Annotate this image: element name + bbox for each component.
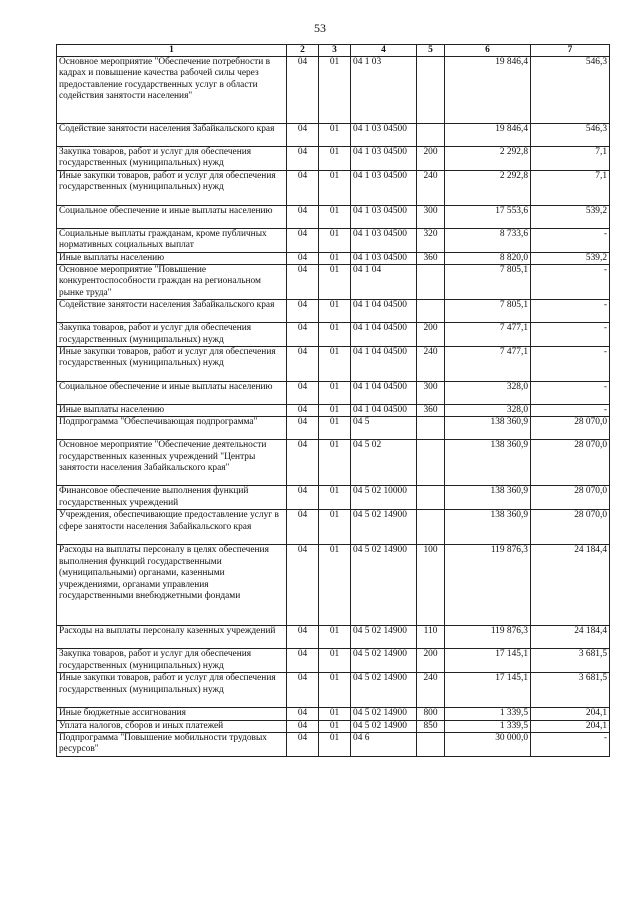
row-amount-executed: 24 184,4 [531,545,610,626]
row-section: 04 [287,57,319,124]
row-target-code: 04 1 03 04500 [351,124,417,147]
row-amount-executed: 204,1 [531,708,610,720]
row-expense-type [417,57,445,124]
row-section: 04 [287,732,319,756]
column-header: 3 [319,45,351,57]
row-target-code: 04 1 04 [351,265,417,300]
row-expense-type [417,124,445,147]
row-amount-executed: - [531,265,610,300]
row-amount-total: 17 145,1 [445,649,531,673]
row-amount-executed: 24 184,4 [531,626,610,649]
row-expense-type: 850 [417,720,445,732]
row-amount-total: 19 846,4 [445,124,531,147]
table-row [57,510,610,545]
row-name: Подпрограмма "Обеспечивающая подпрограмма" [57,417,287,440]
row-subsection: 01 [319,124,351,147]
row-amount-executed: - [531,323,610,347]
row-name: Иные выплаты населению [57,252,287,264]
row-expense-type: 110 [417,626,445,649]
row-target-code: 04 5 02 14900 [351,626,417,649]
row-amount-total: 7 477,1 [445,347,531,382]
row-expense-type: 200 [417,649,445,673]
row-subsection: 01 [319,440,351,486]
row-target-code: 04 5 02 14900 [351,545,417,626]
row-amount-executed: - [531,732,610,756]
row-section: 04 [287,626,319,649]
row-section: 04 [287,417,319,440]
row-target-code: 04 5 02 14900 [351,649,417,673]
row-name: Содействие занятости населения Забайкальского края [57,300,287,323]
column-header: 4 [351,45,417,57]
row-target-code: 04 1 04 04500 [351,405,417,417]
row-expense-type: 240 [417,170,445,205]
row-section: 04 [287,545,319,626]
row-amount-total: 138 360,9 [445,440,531,486]
row-name: Иные бюджетные ассигнования [57,708,287,720]
table-row [57,124,610,147]
row-name: Учреждения, обеспечивающие предоставление услуг в сфере занятости населения Забайкальского края [57,510,287,545]
table-header-row [57,45,610,57]
row-subsection: 01 [319,708,351,720]
table-row [57,417,610,440]
row-amount-total: 1 339,5 [445,708,531,720]
row-section: 04 [287,300,319,323]
row-target-code: 04 1 03 04500 [351,252,417,264]
row-expense-type [417,486,445,510]
row-section: 04 [287,440,319,486]
table-row [57,265,610,300]
row-subsection: 01 [319,300,351,323]
row-expense-type: 200 [417,147,445,171]
row-target-code: 04 1 03 04500 [351,170,417,205]
column-header: 7 [531,45,610,57]
row-amount-executed: - [531,382,610,405]
row-section: 04 [287,708,319,720]
table-row [57,147,610,171]
row-name: Социальное обеспечение и иные выплаты населению [57,205,287,228]
table-row [57,382,610,405]
row-amount-executed: 28 070,0 [531,510,610,545]
row-name: Содействие занятости населения Забайкальского края [57,124,287,147]
row-target-code: 04 5 02 [351,440,417,486]
row-section: 04 [287,347,319,382]
row-subsection: 01 [319,649,351,673]
row-name: Расходы на выплаты персоналу в целях обеспечения выполнения функций государственными (муниципальными) органами, казенными учреждениями, органами управления государственными внебюджетными фондами [57,545,287,626]
column-header: 5 [417,45,445,57]
table-row [57,347,610,382]
row-amount-executed: 3 681,5 [531,649,610,673]
row-name: Социальные выплаты гражданам, кроме публичных нормативных социальных выплат [57,228,287,252]
row-subsection: 01 [319,252,351,264]
row-subsection: 01 [319,170,351,205]
table-row [57,205,610,228]
row-subsection: 01 [319,205,351,228]
row-subsection: 01 [319,626,351,649]
row-target-code: 04 1 04 04500 [351,300,417,323]
row-section: 04 [287,405,319,417]
row-amount-total: 2 292,8 [445,170,531,205]
row-name: Закупка товаров, работ и услуг для обеспечения государственных (муниципальных) нужд [57,147,287,171]
row-amount-total: 138 360,9 [445,510,531,545]
table-row [57,626,610,649]
row-subsection: 01 [319,417,351,440]
row-subsection: 01 [319,265,351,300]
row-subsection: 01 [319,405,351,417]
row-subsection: 01 [319,486,351,510]
row-section: 04 [287,170,319,205]
row-amount-executed: - [531,405,610,417]
row-amount-total: 328,0 [445,382,531,405]
row-expense-type: 100 [417,545,445,626]
row-amount-total: 2 292,8 [445,147,531,171]
row-subsection: 01 [319,57,351,124]
row-target-code: 04 5 02 14900 [351,720,417,732]
row-section: 04 [287,510,319,545]
row-subsection: 01 [319,382,351,405]
row-amount-executed: 546,3 [531,57,610,124]
row-expense-type: 360 [417,405,445,417]
row-expense-type: 320 [417,228,445,252]
row-name: Основное мероприятие "Повышение конкурентоспособности граждан на региональном рынке труда" [57,265,287,300]
row-subsection: 01 [319,228,351,252]
row-name: Основное мероприятие "Обеспечение потребности в кадрах и повышение качества рабочей силы через предоставление государственных услуг в области содействия занятости населения" [57,57,287,124]
row-amount-total: 7 805,1 [445,265,531,300]
row-amount-total: 17 145,1 [445,673,531,708]
table-row [57,673,610,708]
row-section: 04 [287,252,319,264]
row-subsection: 01 [319,347,351,382]
row-amount-executed: 28 070,0 [531,417,610,440]
row-name: Иные закупки товаров, работ и услуг для обеспечения государственных (муниципальных) нужд [57,347,287,382]
row-target-code: 04 1 03 04500 [351,228,417,252]
row-section: 04 [287,147,319,171]
row-amount-total: 30 000,0 [445,732,531,756]
row-expense-type: 300 [417,382,445,405]
row-amount-executed: 28 070,0 [531,486,610,510]
row-target-code: 04 1 04 04500 [351,347,417,382]
row-amount-total: 19 846,4 [445,57,531,124]
row-expense-type: 240 [417,347,445,382]
row-target-code: 04 1 04 04500 [351,323,417,347]
row-subsection: 01 [319,545,351,626]
table-row [57,300,610,323]
table-row [57,228,610,252]
row-expense-type [417,440,445,486]
row-amount-total: 7 805,1 [445,300,531,323]
row-target-code: 04 1 03 04500 [351,205,417,228]
row-name: Основное мероприятие "Обеспечение деятельности государственных казенных учреждений "Центры занятости населения Забайкальского края" [57,440,287,486]
row-subsection: 01 [319,720,351,732]
row-expense-type: 360 [417,252,445,264]
row-expense-type: 300 [417,205,445,228]
row-amount-total: 8 733,6 [445,228,531,252]
row-section: 04 [287,265,319,300]
row-name: Расходы на выплаты персоналу казенных учреждений [57,626,287,649]
table-row [57,720,610,732]
row-section: 04 [287,124,319,147]
row-name: Социальное обеспечение и иные выплаты населению [57,382,287,405]
row-target-code: 04 5 02 14900 [351,673,417,708]
row-expense-type: 200 [417,323,445,347]
row-target-code: 04 5 02 14900 [351,510,417,545]
row-expense-type [417,417,445,440]
table-row [57,649,610,673]
row-subsection: 01 [319,510,351,545]
row-expense-type [417,510,445,545]
row-name: Иные закупки товаров, работ и услуг для обеспечения государственных (муниципальных) нужд [57,170,287,205]
table-row [57,57,610,124]
row-expense-type [417,265,445,300]
row-amount-total: 119 876,3 [445,545,531,626]
row-target-code: 04 6 [351,732,417,756]
table-row [57,486,610,510]
row-subsection: 01 [319,147,351,171]
row-name: Закупка товаров, работ и услуг для обеспечения государственных (муниципальных) нужд [57,323,287,347]
row-target-code: 04 5 02 10000 [351,486,417,510]
row-amount-total: 8 820,0 [445,252,531,264]
row-target-code: 04 1 03 04500 [351,147,417,171]
row-amount-executed: 7,1 [531,170,610,205]
row-amount-total: 17 553,6 [445,205,531,228]
row-subsection: 01 [319,673,351,708]
row-amount-total: 138 360,9 [445,417,531,440]
row-expense-type: 240 [417,673,445,708]
table-row [57,252,610,264]
column-header: 2 [287,45,319,57]
row-amount-executed: 7,1 [531,147,610,171]
column-header: 1 [57,45,287,57]
row-subsection: 01 [319,323,351,347]
row-amount-executed: 204,1 [531,720,610,732]
column-header: 6 [445,45,531,57]
row-amount-executed: 539,2 [531,205,610,228]
row-amount-executed: 28 070,0 [531,440,610,486]
row-expense-type: 800 [417,708,445,720]
row-amount-executed: - [531,228,610,252]
row-section: 04 [287,673,319,708]
row-amount-total: 7 477,1 [445,323,531,347]
row-amount-executed: 3 681,5 [531,673,610,708]
row-section: 04 [287,486,319,510]
row-section: 04 [287,323,319,347]
row-amount-executed: - [531,347,610,382]
table-row [57,440,610,486]
row-target-code: 04 5 02 14900 [351,708,417,720]
row-section: 04 [287,649,319,673]
row-amount-executed: - [531,300,610,323]
row-amount-executed: 546,3 [531,124,610,147]
table-row [57,708,610,720]
table-row [57,405,610,417]
row-amount-total: 119 876,3 [445,626,531,649]
table-row [57,732,610,756]
row-target-code: 04 5 [351,417,417,440]
row-expense-type [417,300,445,323]
row-amount-total: 1 339,5 [445,720,531,732]
row-name: Иные закупки товаров, работ и услуг для обеспечения государственных (муниципальных) нужд [57,673,287,708]
row-subsection: 01 [319,732,351,756]
budget-table [56,44,610,757]
row-amount-executed: 539,2 [531,252,610,264]
row-section: 04 [287,382,319,405]
row-name: Закупка товаров, работ и услуг для обеспечения государственных (муниципальных) нужд [57,649,287,673]
row-target-code: 04 1 03 [351,57,417,124]
table-row [57,170,610,205]
row-expense-type [417,732,445,756]
table-row [57,545,610,626]
row-name: Подпрограмма "Повышение мобильности трудовых ресурсов" [57,732,287,756]
row-name: Иные выплаты населению [57,405,287,417]
row-section: 04 [287,720,319,732]
row-name: Уплата налогов, сборов и иных платежей [57,720,287,732]
row-section: 04 [287,205,319,228]
row-name: Финансовое обеспечение выполнения функций государственных учреждений [57,486,287,510]
row-section: 04 [287,228,319,252]
row-amount-total: 138 360,9 [445,486,531,510]
row-target-code: 04 1 04 04500 [351,382,417,405]
table-row [57,323,610,347]
page-number: 53 [314,21,326,35]
row-amount-total: 328,0 [445,405,531,417]
